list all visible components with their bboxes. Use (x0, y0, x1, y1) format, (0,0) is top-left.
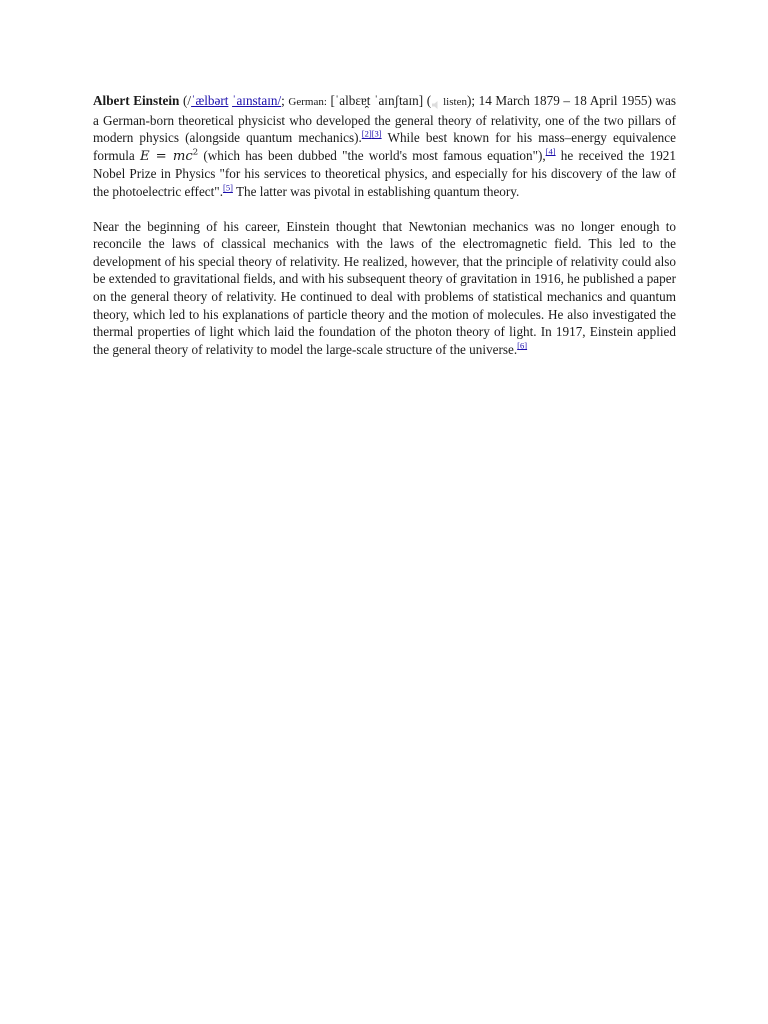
citation-5-link[interactable]: [5] (223, 182, 233, 193)
intro-text-4: he received the 1921 Nobel Prize in Physics "for his services to theoretical physics, and especially for his discovery of the law of the photoelectric effect". (93, 147, 676, 199)
formula-exponent: 2 (192, 147, 199, 158)
citation-3[interactable] (372, 129, 382, 139)
mass-energy-formula (140, 149, 198, 164)
citation-6-link[interactable]: [6] (517, 340, 528, 351)
intro-text-1: ); 14 March 1879 – 18 April 1955) was a German-born theoretical physicist who developed the general theory of relativity, one of the two pillars of modern physics (alongside quantum mechanics). (93, 93, 677, 146)
paragraph-intro (93, 92, 676, 201)
citation-4-link[interactable]: [4] (545, 146, 556, 157)
citation-3-link[interactable]: [3] (371, 128, 382, 139)
intro-text-3: (which has been dubbed "the world's most famous equation"), (198, 147, 546, 163)
subject-name: Albert Einstein (93, 93, 180, 108)
citation-2[interactable] (362, 129, 372, 139)
article-body (93, 92, 676, 375)
paragraph-career (93, 218, 676, 359)
ipa-link-last-name[interactable]: ˈaɪnstaɪn/ (232, 93, 282, 108)
ipa-link-first-name[interactable]: ˈælbərt (191, 93, 229, 108)
intro-text-2: While best known for his mass–energy equivalence formula (93, 130, 676, 163)
listen-link[interactable]: listen (443, 96, 467, 108)
citation-4[interactable] (546, 146, 556, 156)
formula-base: E = mc (139, 148, 193, 164)
intro-text-5: The latter was pivotal in establishing quantum theory. (232, 183, 520, 199)
citation-6[interactable] (517, 340, 527, 350)
career-text: Near the beginning of his career, Einstein thought that Newtonian mechanics was no longer enough to reconcile the laws of classical mechanics with the laws of the electromagnetic field. This led to the development of his special theory of relativity. He realized, however, that the principle of relativity could also be extended to gravitational fields, and with his subsequent theory of gravitation in 1916, he published a paper on the general theory of relativity. He continued to deal with problems of statistical mechanics and quantum theory, which led to his explanations of particle theory and the motion of molecules. He also investigated the thermal properties of light which laid the foundation of the photon theory of light. In 1917, Einstein applied the general theory of relativity to model the large-scale structure of the universe. (93, 218, 676, 357)
german-pronunciation: [ˈalbɛɐ̯t ˈaɪnʃtaɪn] ( (326, 93, 432, 108)
citation-5[interactable] (223, 183, 233, 193)
separator: ; (281, 93, 289, 108)
speaker-icon[interactable] (431, 97, 443, 107)
german-label: German: (288, 96, 327, 108)
pronunciation-open: (/ (179, 93, 192, 108)
citation-2-link[interactable]: [2] (361, 128, 372, 139)
